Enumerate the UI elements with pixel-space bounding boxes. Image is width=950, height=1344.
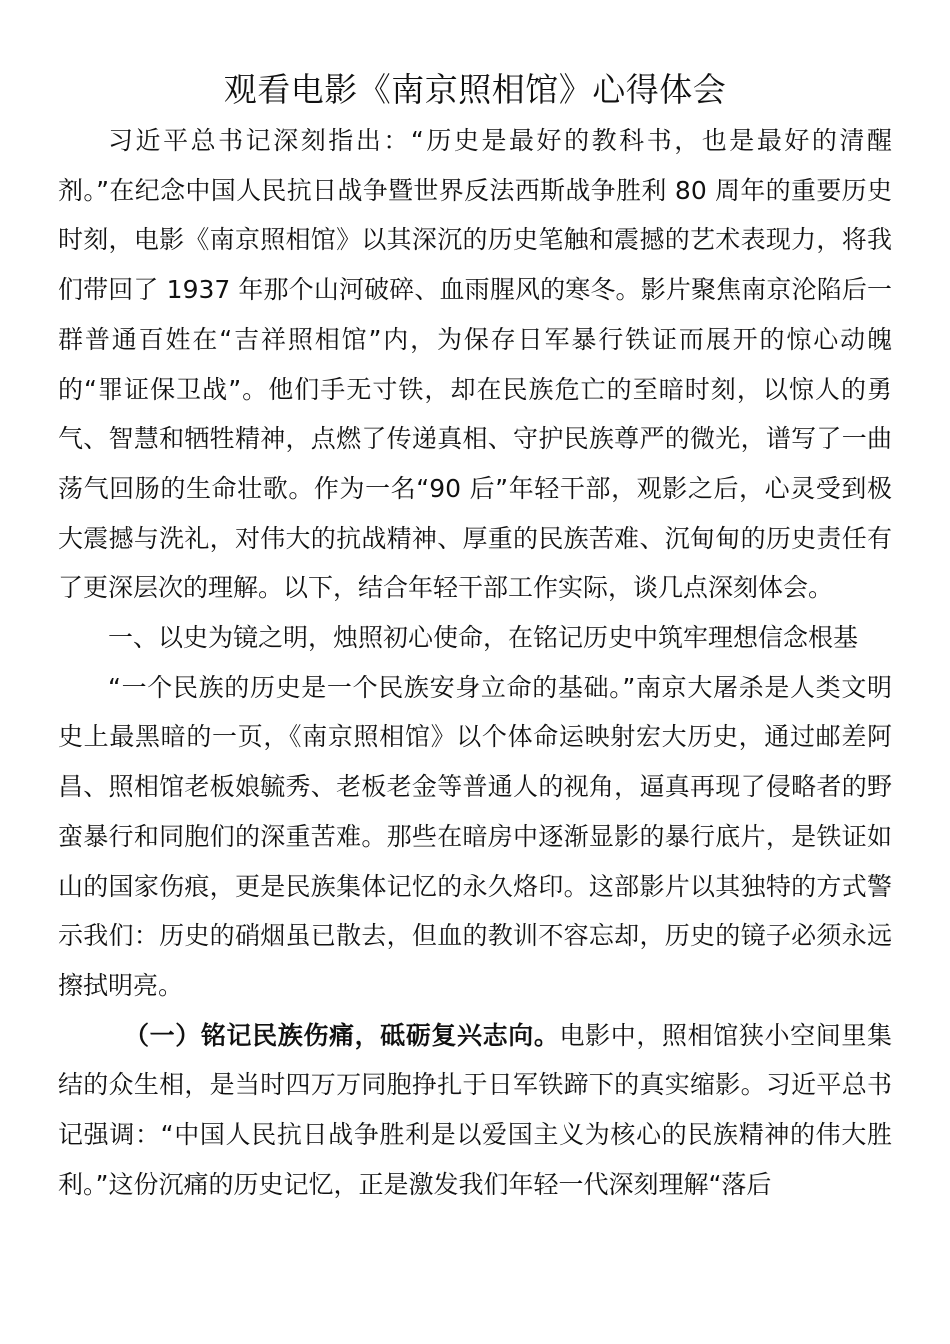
subsection-1-text: 电影中，照相馆狭小空间里集结的众生相，是当时四万万同胞挣扎于日军铁蹄下的真实缩影。习近平总书记强调：“中国人民抗日战争胜利是以爱国主义为核心的民族精神的伟大胜利。”这份沉痛的历史记忆，正是激发我们年轻一代深刻理解“落后 (58, 1020, 892, 1199)
section-1-heading: 一、以史为镜之明，烛照初心使命，在铭记历史中筑牢理想信念根基 (108, 623, 859, 653)
subsection-1-paragraph (58, 1011, 892, 1210)
document-body (58, 116, 892, 1209)
subsection-1-lead: （一）铭记民族伤痛，砥砺复兴志向。 (124, 1020, 560, 1050)
section-1-paragraph: “一个民族的历史是一个民族安身立命的基础。”南京大屠杀是人类文明史上最黑暗的一页，《南京照相馆》以个体命运映射宏大历史，通过邮差阿昌、照相馆老板娘毓秀、老板老金等普通人的视角，逼真再现了侵略者的野蛮暴行和同胞们的深重苦难。那些在暗房中逐渐显影的暴行底片，是铁证如山的国家伤痕，更是民族集体记忆的永久烙印。这部影片以其独特的方式警示我们：历史的硝烟虽已散去，但血的教训不容忘却，历史的镜子必须永远擦拭明亮。 (58, 672, 892, 1000)
document-title: 观看电影《南京照相馆》心得体会 (223, 70, 727, 109)
intro-paragraph: 习近平总书记深刻指出：“历史是最好的教科书，也是最好的清醒剂。”在纪念中国人民抗日战争暨世界反法西斯战争胜利 80 周年的重要历史时刻，电影《南京照相馆》以其深沉的历史笔触和震撼的艺术表现力，将我们带回了 1937 年那个山河破碎、血雨腥风的寒冬。影片聚焦南京沦陷后一群普通百姓在“吉祥照相馆”内，为保存日军暴行铁证而展开的惊心动魄的“罪证保卫战”。他们手无寸铁，却在民族危亡的至暗时刻，以惊人的勇气、智慧和牺牲精神，点燃了传递真相、守护民族尊严的微光，谱写了一曲荡气回肠的生命壮歌。作为一名“90 后”年轻干部，观影之后，心灵受到极大震撼与洗礼，对伟大的抗战精神、厚重的民族苦难、沉甸甸的历史责任有了更深层次的理解。以下，结合年轻干部工作实际，谈几点深刻体会。 (58, 126, 892, 603)
